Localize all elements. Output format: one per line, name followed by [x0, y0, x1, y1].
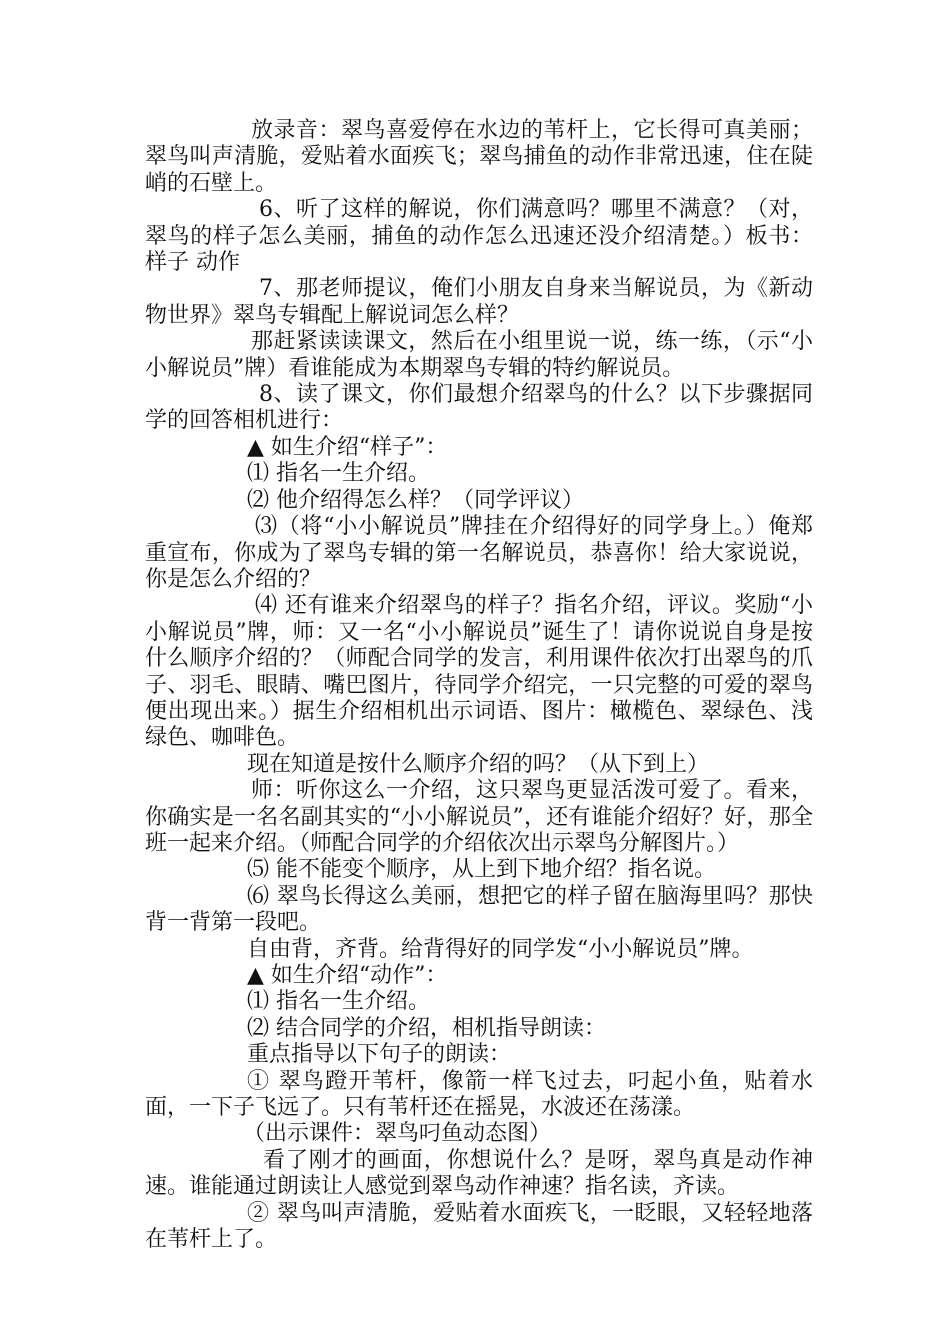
- list-item-action-2: ⑵ 结合同学的介绍，相机指导朗读：: [247, 1015, 606, 1041]
- list-item-appearance-6: ⑹ 翠鸟长得这么美丽，想把它的样子留在脑海里吗？那快背一背第一段吧。: [145, 883, 813, 936]
- paragraph-recite: 自由背，齐背。给背得好的同学发“小小解说员”牌。: [247, 936, 754, 962]
- list-item-appearance-1: ⑴ 指名一生介绍。: [247, 461, 430, 487]
- sentence-item-1: ① 翠鸟蹬开苇杆，像箭一样飞过去，叼起小鱼，贴着水面，一下子飞远了。只有苇杆还在摇晃，水波还在荡漾。: [145, 1068, 813, 1121]
- sentence-item-2: ② 翠鸟叫声清脆，爱贴着水面疾飞，一眨眼，又轻轻地落在苇杆上了。: [145, 1200, 813, 1253]
- paragraph-after-watching: 看了刚才的画面，你想说什么？是呀，翠鸟真是动作神速。谁能通过朗读让人感觉到翠鸟动作神速？指名读，齐读。: [145, 1147, 813, 1200]
- paragraph-read-text: 那赶紧读读课文，然后在小组里说一说，练一练，（示“小小解说员”牌）看谁能成为本期翠鸟专辑的特约解说员。: [145, 329, 813, 381]
- list-item-appearance-2: ⑵ 他介绍得怎么样？（同学评议）: [247, 487, 584, 513]
- list-item-action-1: ⑴ 指名一生介绍。: [247, 989, 430, 1015]
- heading-appearance: ▲ 如生介绍“样子”：: [247, 434, 448, 460]
- paragraph-step-8: 8、读了课文，你们最想介绍翠鸟的什么？以下步骤据同学的回答相机进行：: [145, 382, 813, 434]
- list-item-appearance-5: ⑸ 能不能变个顺序，从上到下地介绍？指名说。: [247, 857, 716, 883]
- list-item-appearance-4: ⑷ 还有谁来介绍翠鸟的样子？指名介绍，评议。奖励“小小解说员”牌，师：又一名“小小解说员”诞生了！请你说说自身是按什么顺序介绍的？（师配合同学的发言，利用课件依次打出翠鸟的爪子、羽毛、眼睛、嘴巴图片，待同学介绍完，一只完整的可爱的翠鸟便出现出来。）据生介绍相机出示词语、图片：橄榄色、翠绿色、浅绿色、咖啡色。: [145, 593, 813, 751]
- paragraph-key-guidance: 重点指导以下句子的朗读：: [247, 1042, 512, 1068]
- document-page: [145, 118, 813, 1253]
- paragraph-courseware: （出示课件：翠鸟叼鱼动态图）: [243, 1121, 552, 1147]
- paragraph-step-7: 7、那老师提议，俺们小朋友自身来当解说员，为《新动物世界》翠鸟专辑配上解说词怎么样？: [145, 276, 813, 328]
- list-item-appearance-3: ⑶（将“小小解说员”牌挂在介绍得好的同学身上。）俺郑重宣布，你成为了翠鸟专辑的第一名解说员，恭喜你！给大家说说，你是怎么介绍的？: [145, 514, 813, 592]
- paragraph-step-6: 6、听了这样的解说，你们满意吗？哪里不满意？（对，翠鸟的样子怎么美丽，捕鱼的动作怎么迅速还没介绍清楚。）板书：样子 动作: [145, 197, 813, 276]
- paragraph-recording: 放录音：翠鸟喜爱停在水边的苇杆上，它长得可真美丽；翠鸟叫声清脆，爱贴着水面疾飞；翠鸟捕鱼的动作非常迅速，住在陡峭的石壁上。: [145, 118, 813, 196]
- paragraph-order-question: 现在知道是按什么顺序介绍的吗？（从下到上）: [247, 751, 710, 777]
- heading-action: ▲ 如生介绍“动作”：: [247, 963, 448, 988]
- paragraph-teacher-praise: 师：听你这么一介绍，这只翠鸟更显活泼可爱了。看来，你确实是一名名副其实的“小小解说员”，还有谁能介绍好？好，那全班一起来介绍。（师配合同学的介绍依次出示翠鸟分解图片。）: [145, 778, 813, 856]
